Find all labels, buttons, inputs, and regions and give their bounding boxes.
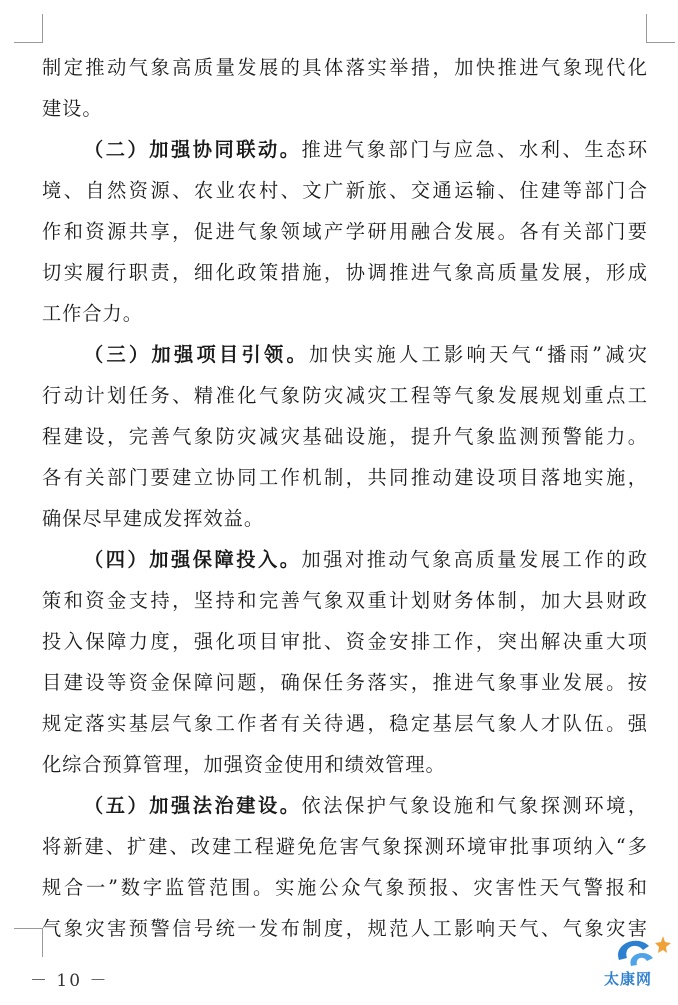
body-line: 规合一”数字监管范围。实施公众气象预报、灾害性天气警报和 [42, 876, 648, 899]
document-body [42, 47, 648, 949]
body-line: 境、自然资源、农业农村、文广新旅、交通运输、住建等部门合 [42, 179, 648, 202]
body-line: 工作合力。 [42, 302, 143, 325]
section-heading: （五）加强法治建设。 [84, 794, 302, 817]
crop-mark-top-left [14, 14, 43, 43]
body-line: 切实履行职责，细化政策措施，协调推进气象高质量发展，形成 [42, 261, 648, 284]
body-line: 将新建、扩建、改建工程避免危害气象探测环境审批事项纳入“多 [42, 835, 648, 858]
body-line: 作和资源共享，促进气象领域产学研用融合发展。各有关部门要 [42, 220, 648, 243]
section-heading: （四）加强保障投入。 [84, 548, 302, 571]
body-line: 制定推动气象高质量发展的具体落实举措，加快推进气象现代化 [42, 56, 648, 79]
body-line: 投入保障力度，强化项目审批、资金安排工作，突出解决重大项 [42, 630, 648, 653]
body-line: 规定落实基层气象工作者有关待遇，稳定基层气象人才队伍。强 [42, 712, 648, 735]
page-number: － 10 － [30, 971, 109, 991]
site-logo-icon [597, 930, 675, 1000]
body-line: 行动计划任务、精准化气象防灾减灾工程等气象发展规划重点工 [42, 384, 648, 407]
body-line: 建设。 [42, 97, 103, 120]
body-line: 策和资金支持，坚持和完善气象双重计划财务体制，加大县财政 [42, 589, 648, 612]
body-line: 确保尽早建成发挥效益。 [42, 507, 265, 530]
section-heading-line: （二）加强协同联动。推进气象部门与应急、水利、生态环 [84, 138, 649, 161]
body-line: 化综合预算管理，加强资金使用和绩效管理。 [42, 753, 446, 776]
crop-mark-top-right [646, 14, 675, 43]
section-heading-line: （四）加强保障投入。加强对推动气象高质量发展工作的政 [84, 548, 649, 571]
section-heading: （三）加强项目引领。 [84, 343, 310, 366]
body-line: 程建设，完善气象防灾减灾基础设施，提升气象监测预警能力。 [42, 425, 648, 448]
body-line: 各有关部门要建立协同工作机制，共同推动建设项目落地实施， [42, 466, 648, 489]
site-logo-text: 太康网 [604, 970, 653, 988]
section-heading-line: （五）加强法治建设。依法保护气象设施和气象探测环境， [84, 794, 649, 817]
section-heading: （二）加强协同联动。 [84, 138, 302, 161]
crop-mark-bottom-left [14, 928, 43, 957]
section-heading-line: （三）加强项目引领。加快实施人工影响天气“播雨”减灾 [84, 343, 648, 366]
body-line: 气象灾害预警信号统一发布制度，规范人工影响天气、气象灾害 [42, 917, 648, 940]
body-line: 目建设等资金保障问题，确保任务落实，推进气象事业发展。按 [42, 671, 648, 694]
